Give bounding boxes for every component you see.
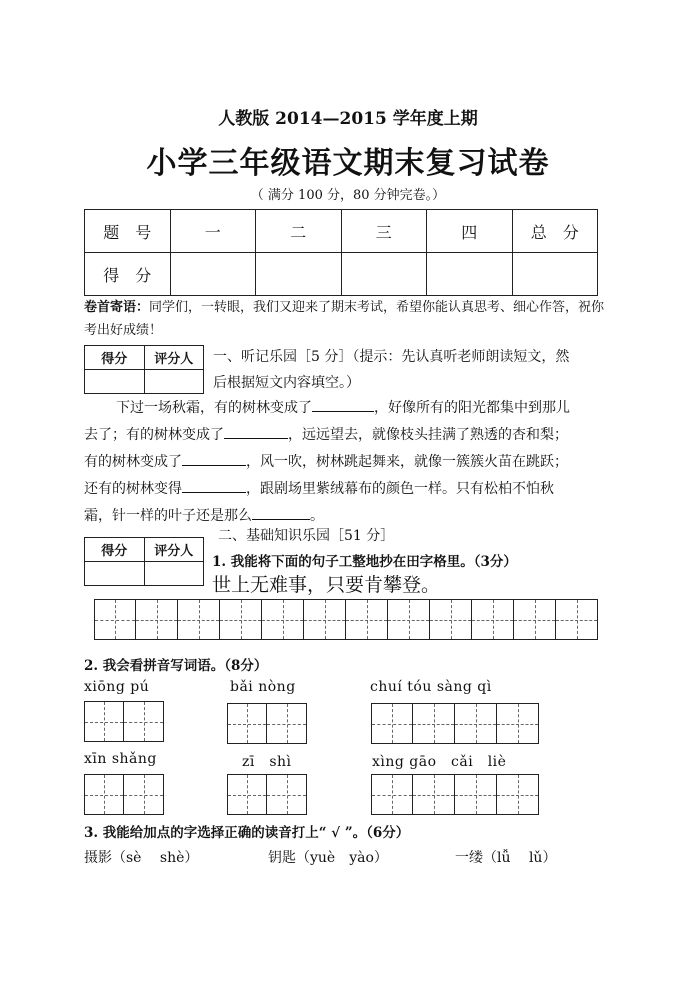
grader-score-label: 得分 [85, 538, 145, 562]
listening-line-2 [84, 422, 568, 449]
line-text: 有的树林变成了 [84, 454, 182, 470]
edition-line: 人教版 2014—2015 学年度上期 [218, 109, 478, 129]
score-table [84, 209, 598, 296]
line-text: ，好像所有的阳光都集中到那儿 [374, 400, 570, 416]
exam-subtitle: （ 满分 100 分，80 分钟完卷。） [250, 188, 446, 203]
score-input-cell[interactable] [341, 253, 427, 296]
pinyin-grid-5 [227, 774, 307, 815]
listening-line-4 [84, 476, 554, 503]
line-text: ，远远望去，就像枝头挂满了熟透的杏和梨； [288, 427, 568, 443]
grader-name-label: 评分人 [144, 538, 204, 562]
score-header-cell: 二 [256, 210, 342, 253]
grader-name-input[interactable] [144, 562, 204, 586]
grader-name-label: 评分人 [144, 346, 204, 370]
score-input-cell[interactable] [427, 253, 513, 296]
tianzige-cell[interactable] [84, 701, 124, 742]
exam-title: 小学三年级语文期末复习试卷 [146, 146, 550, 181]
tianzige-cell[interactable] [304, 599, 346, 640]
listening-line-1 [116, 395, 570, 422]
tianzige-cell[interactable] [556, 599, 598, 640]
tianzige-cell[interactable] [227, 703, 267, 744]
question-1: 1. 我能将下面的句子工整地抄在田字格里。（3分） [212, 554, 517, 570]
grader-name-input[interactable] [144, 370, 204, 394]
score-header-cell: 三 [341, 210, 427, 253]
grader-box-2 [84, 537, 204, 586]
line-text: ，跟剧场里紫绒幕布的颜色一样。只有松柏不怕秋 [246, 481, 554, 497]
fill-blank-1[interactable] [312, 395, 374, 412]
message-text: 同学们，一转眼，我们又迎来了期末考试，希望你能认真思考、细心作答，祝你考出好成绩！ [84, 300, 605, 338]
pinyin-6: xìng gāo cǎi liè [372, 754, 507, 770]
tianzige-cell[interactable] [497, 774, 539, 815]
tianzige-cell[interactable] [346, 599, 388, 640]
tianzige-cell[interactable] [430, 599, 472, 640]
pinyin-grid-2 [227, 703, 307, 744]
pinyin-3: chuí tóu sàng qì [370, 679, 492, 695]
fill-blank-3[interactable] [182, 449, 246, 466]
score-input-cell[interactable] [256, 253, 342, 296]
tianzige-cell[interactable] [124, 774, 164, 815]
tianzige-cell[interactable] [455, 774, 497, 815]
pinyin-2: bǎi nòng [230, 679, 296, 695]
line-text: ，风一吹，树林跳起舞来，就像一簇簇火苗在跳跃； [246, 454, 568, 470]
pinyin-grid-6 [371, 774, 539, 815]
score-header-cell: 总 分 [512, 210, 598, 253]
score-input-cell[interactable] [512, 253, 598, 296]
choice-3[interactable]: 一缕（lǚ lǔ） [455, 850, 557, 866]
question-2: 2. 我会看拼音写词语。（8分） [84, 658, 268, 674]
tianzige-cell[interactable] [94, 599, 136, 640]
opening-message [84, 296, 616, 342]
score-row-label: 得 分 [85, 253, 171, 296]
score-header-cell: 一 [170, 210, 256, 253]
tianzige-cell[interactable] [136, 599, 178, 640]
fill-blank-5[interactable] [252, 503, 310, 520]
pinyin-grid-1 [84, 701, 164, 742]
line-text: 去了；有的树林变成了 [84, 427, 224, 443]
grader-score-input[interactable] [85, 562, 145, 586]
tianzige-cell[interactable] [371, 774, 413, 815]
tianzige-cell[interactable] [124, 701, 164, 742]
line-text: 霜，针一样的叶子还是那么 [84, 508, 252, 524]
tianzige-cell[interactable] [227, 774, 267, 815]
message-label: 卷首寄语： [84, 300, 150, 315]
copy-sentence: 世上无难事，只要肯攀登。 [212, 574, 441, 596]
score-header-cell: 四 [427, 210, 513, 253]
tianzige-cell[interactable] [388, 599, 430, 640]
tianzige-cell[interactable] [220, 599, 262, 640]
listening-line-3 [84, 449, 568, 476]
tianzige-cell[interactable] [267, 703, 307, 744]
tianzige-cell[interactable] [514, 599, 556, 640]
tianzige-cell[interactable] [413, 774, 455, 815]
tianzige-cell[interactable] [455, 703, 497, 744]
section1-heading: 一、听记乐园［5 分］（提示：先认真听老师朗读短文，然 [213, 349, 570, 365]
pinyin-grid-3 [371, 703, 539, 744]
tianzige-cell[interactable] [178, 599, 220, 640]
section2-heading: 二、基础知识乐园［51 分］ [218, 528, 395, 544]
tianzige-cell[interactable] [472, 599, 514, 640]
grader-score-label: 得分 [85, 346, 145, 370]
section1-heading-cont: 后根据短文内容填空。） [213, 375, 360, 391]
fill-blank-4[interactable] [182, 476, 246, 493]
grader-score-input[interactable] [85, 370, 145, 394]
tianzige-cell[interactable] [267, 774, 307, 815]
score-table-header-row [85, 210, 598, 253]
choice-2[interactable]: 钥匙（yuè yào） [268, 850, 388, 866]
pinyin-1: xiōng pú [84, 679, 150, 695]
score-input-cell[interactable] [170, 253, 256, 296]
tianzige-cell[interactable] [84, 774, 124, 815]
pinyin-grid-4 [84, 774, 164, 815]
choice-1[interactable]: 摄影（sè shè） [84, 850, 199, 866]
pinyin-5: zī shì [242, 754, 292, 770]
line-text: 。 [310, 508, 324, 524]
score-header-cell: 题 号 [85, 210, 171, 253]
tianzige-cell[interactable] [497, 703, 539, 744]
grader-box-1 [84, 345, 204, 394]
tianzige-cell[interactable] [413, 703, 455, 744]
fill-blank-2[interactable] [224, 422, 288, 439]
pinyin-4: xīn shǎng [84, 751, 157, 767]
copy-grid [94, 599, 598, 640]
question-3: 3. 我能给加点的字选择正确的读音打上“ √ ”。（6分） [84, 825, 410, 841]
score-table-score-row [85, 253, 598, 296]
line-text: 还有的树林变得 [84, 481, 182, 497]
line-text: 下过一场秋霜，有的树林变成了 [116, 400, 312, 416]
tianzige-cell[interactable] [262, 599, 304, 640]
tianzige-cell[interactable] [371, 703, 413, 744]
